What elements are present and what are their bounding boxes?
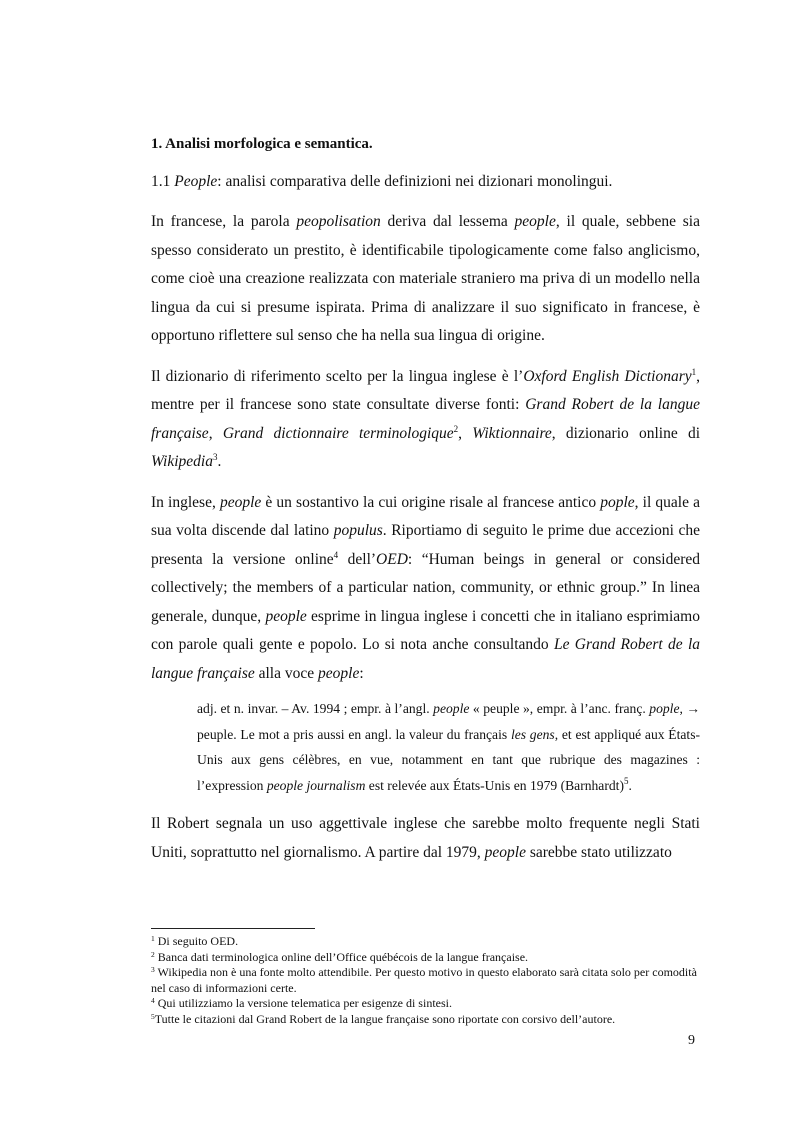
subheading-rest: : analisi comparativa delle definizioni nei dizionari monolingui.	[217, 173, 613, 190]
footnote-ref[interactable]: 3	[213, 452, 218, 462]
text: adj. et n. invar. – Av. 1994 ; empr. à l’angl.	[197, 701, 434, 716]
text: « peuple », empr. à l’anc. franç.	[469, 701, 650, 716]
footnote-number: 2	[151, 949, 155, 959]
text: .	[217, 453, 222, 470]
text: ,	[458, 424, 473, 442]
text: , il quale a sua volta discende dal latino	[151, 493, 700, 539]
italic-term: Grand dictionnaire terminologique	[222, 424, 454, 442]
text: Il dizionario di riferimento scelto per la lingua inglese è l’	[151, 367, 524, 385]
text: .	[628, 777, 632, 793]
footnote	[151, 965, 700, 996]
text: : “Human beings in general or considered collectively; the members of a particular nation, community, or ethnic group.” In linea generale, dunque,	[151, 550, 700, 625]
text: , → peuple. Le mot a pris aussi en angl. la valeur du français	[197, 701, 700, 742]
main-content	[151, 126, 700, 867]
text: ,	[208, 424, 223, 442]
text: sarebbe stato utilizzato	[525, 843, 672, 861]
text: , il quale, sebbene sia spesso considerato un prestito, è identificabile tipologicamente come falso anglicismo, come cioè una creazione realizzata con materiale straniero ma priva di un modello nella lingua da cui si presume ispirata. Prima di analizzare il suo significato in francese, è opportuno riflettere sul senso che ha nella sua lingua di origine.	[151, 213, 700, 344]
italic-term: OED	[376, 550, 408, 568]
italic-term: populus	[333, 522, 383, 539]
italic-term: people	[484, 843, 526, 861]
italic-term: people	[318, 664, 360, 682]
footnote-text: Banca dati terminologica online dell’Office québécois de la langue française.	[154, 949, 529, 964]
footnote-ref[interactable]: 2	[453, 423, 459, 434]
footnote-divider	[151, 928, 315, 929]
text: , dizionario online di	[551, 424, 701, 442]
text: In francese, la parola	[151, 213, 297, 230]
footnote-ref[interactable]: 5	[623, 775, 629, 786]
italic-term: Wiktionnaire	[472, 424, 552, 442]
italic-term: people	[219, 493, 262, 511]
footnote-number: 3	[151, 965, 155, 974]
text: :	[359, 664, 364, 682]
italic-term: Wikipedia	[151, 453, 213, 470]
subheading-term: People	[174, 173, 218, 190]
footnote-text: Qui utilizziamo la versione telematica per esigenze di sintesi.	[154, 996, 452, 1010]
footnote	[151, 950, 700, 966]
italic-term: people	[433, 701, 470, 716]
footnotes	[151, 934, 700, 1027]
text: deriva dal lessema	[380, 213, 515, 230]
italic-term: Le Grand Robert de la langue française	[151, 636, 700, 682]
paragraph-robert	[151, 810, 700, 867]
text: è un sostantivo la cui origine risale al francese antico	[261, 493, 601, 511]
footnote-text: Wikipedia non è una fonte molto attendibile. Per questo motivo in questo elaborato sarà citata solo per comodità nel caso di informazioni certe.	[151, 965, 697, 995]
paragraph-english	[151, 489, 700, 689]
footnote-number: 1	[151, 934, 155, 943]
italic-term: people	[514, 213, 556, 230]
italic-term: pople	[600, 493, 635, 511]
footnote	[151, 1012, 700, 1028]
block-quote	[197, 696, 700, 798]
footnote-number: 4	[151, 996, 155, 1005]
paragraph-intro	[151, 208, 700, 351]
section-heading: 1. Analisi morfologica e semantica.	[151, 136, 373, 152]
italic-term: pople	[649, 701, 680, 716]
text: , et est appliqué aux États-Unis aux gens célèbres, en vue, notamment en tant que rubrique des magazines : l’expression	[197, 726, 701, 793]
footnote-number: 5	[151, 1011, 155, 1021]
footnote-text: Tutte le citazioni dal Grand Robert de la langue française sono riportate con corsivo dell’autore.	[154, 1011, 616, 1026]
text: Il Robert segnala un uso aggettivale inglese che sarebbe molto frequente negli Stati Uniti, soprattutto nel giornalismo. A partire dal 1979,	[151, 815, 700, 861]
text: . Riportiamo di seguito le prime due accezioni che presenta la versione online	[151, 522, 700, 568]
text: In inglese,	[151, 493, 220, 511]
text: esprime in lingua inglese i concetti che in italiano esprimiamo con parole quali gente e popolo. Lo si nota anche consultando	[151, 607, 700, 653]
text: dell’	[338, 550, 377, 568]
paragraph-dictionaries	[151, 363, 700, 477]
subheading-number: 1.1	[151, 173, 175, 190]
italic-term: people	[265, 607, 307, 625]
subheading	[151, 168, 700, 196]
footnote-ref[interactable]: 1	[691, 366, 697, 377]
footnote-text: Di seguito OED.	[154, 934, 239, 948]
footnote-ref[interactable]: 4	[333, 549, 339, 560]
italic-term: people journalism	[266, 777, 366, 793]
footnote	[151, 996, 700, 1012]
italic-term: Oxford English Dictionary	[523, 367, 692, 385]
page-number: 9	[688, 1033, 695, 1048]
text: est relevée aux États-Unis en 1979 (Barnhardt)	[365, 777, 624, 793]
text: , mentre per il francese sono state consultate diverse fonti:	[151, 367, 700, 413]
italic-term: les gens	[510, 726, 555, 742]
italic-term: peopolisation	[296, 213, 381, 230]
italic-term: Grand Robert de la langue française	[151, 396, 700, 442]
footnote	[151, 934, 700, 950]
text: alla voce	[254, 664, 319, 682]
